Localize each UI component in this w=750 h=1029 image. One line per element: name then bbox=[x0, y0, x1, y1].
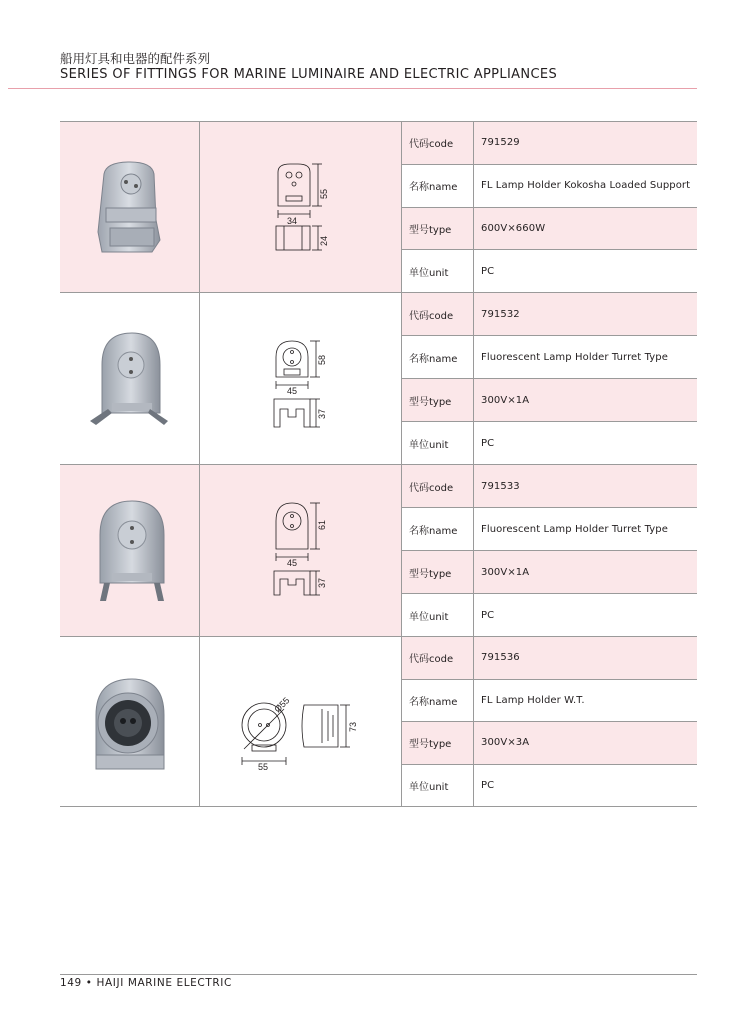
spec-code: 代码code 791536 bbox=[402, 637, 697, 680]
header-divider bbox=[8, 88, 697, 89]
spec-name: 名称name FL Lamp Holder W.T. bbox=[402, 680, 697, 723]
product-row-791533 bbox=[60, 465, 697, 637]
technical-drawing bbox=[200, 293, 402, 464]
footer-brand: • HAIJI MARINE ELECTRIC bbox=[85, 977, 232, 989]
page-header bbox=[60, 51, 557, 83]
dim-height: 73 bbox=[348, 721, 358, 732]
spec-type: 型号type 300V×1A bbox=[402, 379, 697, 422]
dim-width: 55 bbox=[258, 762, 269, 772]
spec-type: 型号type 300V×1A bbox=[402, 551, 697, 594]
product-row-791536 bbox=[60, 637, 697, 807]
lamp-holder-photo-icon bbox=[60, 122, 199, 293]
spec-name: 名称name Fluorescent Lamp Holder Turret Type bbox=[402, 508, 697, 551]
product-photo bbox=[60, 122, 200, 292]
spec-table bbox=[402, 122, 697, 292]
dim-depth: 24 bbox=[319, 235, 329, 246]
spec-unit: 单位unit PC bbox=[402, 422, 697, 464]
technical-drawing bbox=[200, 637, 402, 806]
dim-width: 45 bbox=[287, 558, 298, 568]
spec-table bbox=[402, 293, 697, 464]
spec-name: 名称name Fluorescent Lamp Holder Turret Type bbox=[402, 336, 697, 379]
spec-type: 型号type 300V×3A bbox=[402, 722, 697, 765]
product-photo bbox=[60, 293, 200, 464]
spec-code: 代码code 791533 bbox=[402, 465, 697, 508]
lamp-holder-photo-icon bbox=[60, 293, 199, 464]
lamp-holder-photo-icon bbox=[60, 465, 199, 636]
spec-table bbox=[402, 637, 697, 806]
product-row-791532 bbox=[60, 293, 697, 465]
spec-name: 名称name FL Lamp Holder Kokosha Loaded Support bbox=[402, 165, 697, 208]
footer-divider bbox=[60, 974, 697, 975]
page-number: 149 bbox=[60, 977, 82, 989]
technical-drawing bbox=[200, 122, 402, 292]
title-english: SERIES OF FITTINGS FOR MARINE LUMINAIRE AND ELECTRIC APPLIANCES bbox=[60, 67, 558, 82]
dim-height: 58 bbox=[317, 354, 327, 365]
spec-unit: 单位unit PC bbox=[402, 765, 697, 807]
spec-code: 代码code 791532 bbox=[402, 293, 697, 336]
spec-code: 代码code 791529 bbox=[402, 122, 697, 165]
dim-depth: 37 bbox=[317, 577, 327, 588]
dim-height: 61 bbox=[317, 519, 327, 530]
title-chinese: 船用灯具和电器的配件系列 bbox=[60, 51, 211, 66]
lamp-holder-photo-icon bbox=[60, 637, 199, 807]
product-catalog bbox=[60, 121, 697, 807]
spec-table bbox=[402, 465, 697, 636]
technical-drawing bbox=[200, 465, 402, 636]
dim-diameter: Ø55 bbox=[272, 695, 292, 715]
dim-height: 55 bbox=[319, 188, 329, 199]
product-photo bbox=[60, 637, 200, 806]
spec-type: 型号type 600V×660W bbox=[402, 208, 697, 251]
page-footer bbox=[60, 977, 232, 989]
spec-unit: 单位unit PC bbox=[402, 594, 697, 636]
product-photo bbox=[60, 465, 200, 636]
product-row-791529 bbox=[60, 121, 697, 293]
dim-width: 45 bbox=[287, 386, 298, 396]
spec-unit: 单位unit PC bbox=[402, 250, 697, 292]
dim-depth: 37 bbox=[317, 408, 327, 419]
dim-width: 34 bbox=[287, 216, 298, 226]
